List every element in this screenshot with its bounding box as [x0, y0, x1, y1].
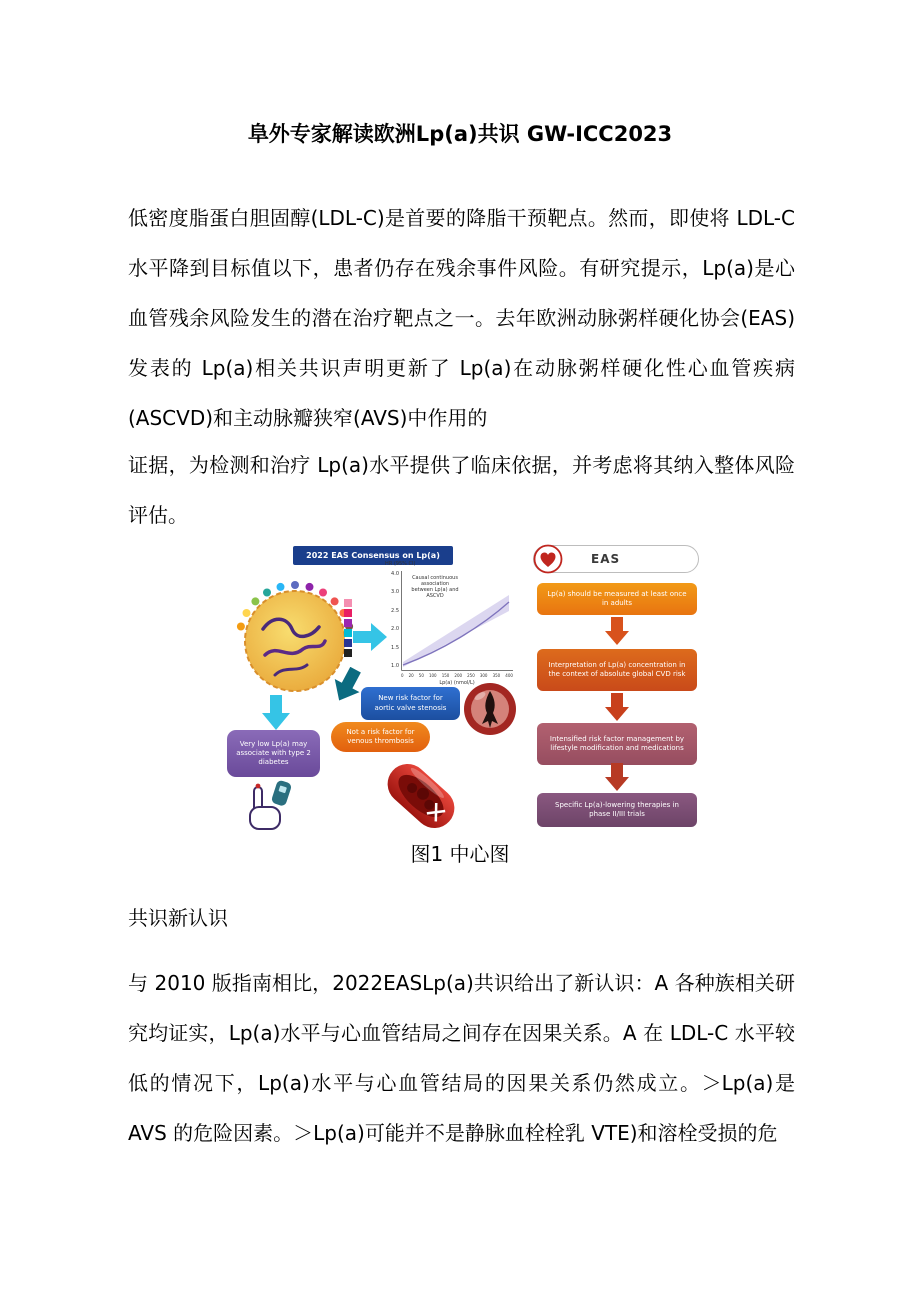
arrow-down-left-icon — [331, 667, 365, 705]
y-tick: 2.5 — [391, 607, 399, 614]
x-tick: 200 — [454, 673, 463, 678]
paragraph-2: 证据，为检测和治疗 Lp(a)水平提供了临床依据，并考虑将其纳入整体风险评估。 — [128, 453, 795, 527]
avs-risk-badge: New risk factor for aortic valve stenosis — [361, 687, 460, 720]
hr-chart — [383, 561, 517, 691]
legend-color-squares — [344, 599, 352, 657]
x-tick: 250 — [467, 673, 475, 678]
flow-down-arrow-icon — [605, 617, 629, 645]
figure-central-illustration — [225, 545, 703, 840]
diabetes-badge: Very low Lp(a) may associate with type 2 diabetes — [227, 730, 320, 777]
chart-y-label: HR (95% CI) — [385, 561, 416, 567]
x-tick: 20 — [408, 673, 414, 678]
figure-caption: 图1 中心图 — [410, 842, 510, 866]
x-tick: 0 — [401, 673, 404, 678]
x-tick: 300 — [479, 673, 488, 678]
chart-x-ticks — [401, 673, 513, 678]
figure-title-banner: 2022 EAS Consensus on Lp(a) — [293, 546, 453, 565]
thrombosis-vessel-icon — [375, 753, 467, 840]
chart-annotation: Causal continuous association between Lp(a) and ASCVD — [411, 575, 459, 599]
flow-step-1: Lp(a) should be measured at least once in adults — [537, 583, 697, 615]
x-tick: 350 — [492, 673, 501, 678]
chart-y-ticks — [383, 571, 399, 669]
flow-step-2: Interpretation of Lp(a) concentration in the context of absolute global CVD risk — [537, 649, 697, 691]
flow-step-3: Intensified risk factor management by lifestyle modification and medications — [537, 723, 697, 765]
arrow-right-icon — [353, 623, 387, 651]
flow-down-arrow-icon — [605, 763, 629, 791]
page-title: 阜外专家解读欧洲Lp(a)共识 GW-ICC2023 — [247, 122, 673, 146]
glucose-test-hand-icon — [241, 777, 301, 837]
eas-logo-text: EAS — [591, 552, 621, 566]
x-tick: 400 — [505, 673, 513, 678]
x-tick: 150 — [441, 673, 450, 678]
y-tick: 2.0 — [391, 626, 399, 633]
chart-x-label: Lp(a) (nmol/L) — [439, 680, 475, 686]
flow-down-arrow-icon — [605, 693, 629, 721]
y-tick: 3.0 — [391, 589, 399, 596]
arrow-down-icon — [261, 695, 291, 731]
section-heading: 共识新认识 — [128, 906, 228, 930]
y-tick: 1.5 — [391, 644, 399, 651]
y-tick: 4.0 — [391, 571, 399, 577]
x-tick: 50 — [418, 673, 424, 678]
paragraph-3: 与 2010 版指南相比，2022EASLp(a)共识给出了新认识：A 各种族相关研究均证实，Lp(a)水平与心血管结局之间存在因果关系。A 在 LDL-C 水平较低的情况下，Lp(a)水平与心血管结局的因果关系仍然成立。＞Lp(a)是 AVS 的危险因素。＞Lp(a)可能并不是静脉血栓栓乳 VTE)和溶栓受损的危 — [128, 971, 795, 1145]
eas-heart-icon — [533, 544, 563, 574]
y-tick: 1.0 — [391, 662, 399, 669]
x-tick: 100 — [428, 673, 437, 678]
eas-logo — [533, 545, 699, 573]
flow-step-4: Specific Lp(a)-lowering therapies in phase II/III trials — [537, 793, 697, 827]
paragraph-1: 低密度脂蛋白胆固醇(LDL-C)是首要的降脂干预靶点。然而，即使将 LDL-C 水平降到目标值以下，患者仍存在残余事件风险。有研究提示，Lp(a)是心血管残余风险发生的潜在治疗靶点之一。去年欧洲动脉粥样硬化协会(EAS)发表的 Lp(a)相关共识声明更新了 Lp(a)在动脉粥样硬化性心血管疾病(ASCVD)和主动脉瓣狭窄(AVS)中作用的 — [128, 206, 795, 430]
vte-badge: Not a risk factor for venous thrombosis — [331, 722, 430, 752]
aortic-valve-icon — [461, 680, 519, 738]
